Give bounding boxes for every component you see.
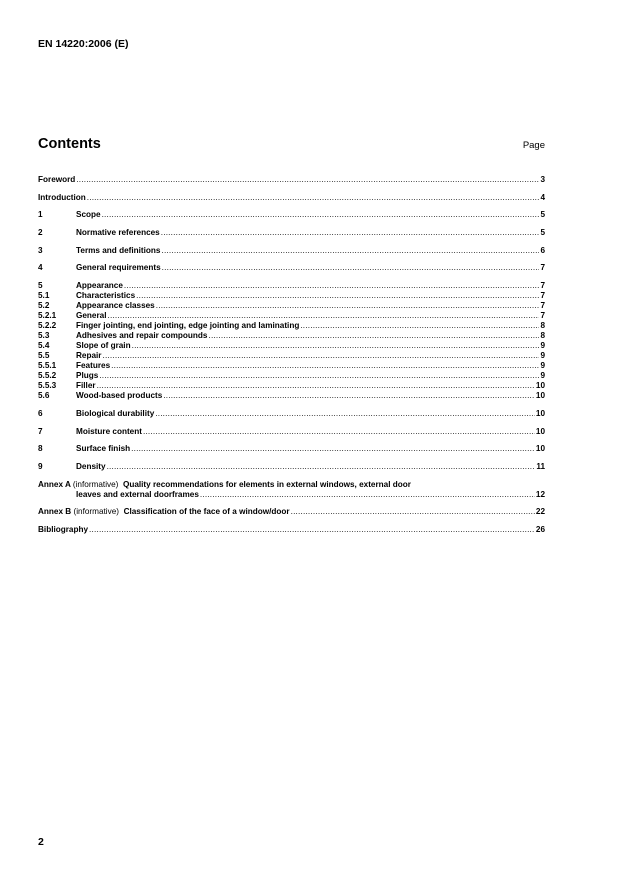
toc-entry-finger-jointing[interactable]: 5.2.2 Finger jointing, end jointing, edge jointing and laminating ..... 8	[38, 321, 545, 331]
toc-entry-filler[interactable]: 5.5.3 Filler ..... 10	[38, 381, 545, 391]
annex-a-title-line2: leaves and external doorframes	[76, 489, 199, 499]
table-of-contents	[38, 175, 545, 535]
annex-b-page: 22	[535, 507, 545, 517]
toc-entry-scope[interactable]: 1 Scope ..... 5	[38, 210, 545, 220]
annex-a-prefix: Annex A	[38, 479, 71, 489]
toc-entry-plugs[interactable]: 5.5.2 Plugs ..... 9	[38, 371, 545, 381]
toc-entry-surface-finish[interactable]: 8 Surface finish ..... 10	[38, 444, 545, 454]
toc-entry-density[interactable]: 9 Density ..... 11	[38, 462, 545, 472]
toc-entry-biological-durability[interactable]: 6 Biological durability ..... 10	[38, 409, 545, 419]
annex-a-qualifier: (informative)	[72, 479, 119, 489]
page-column-label: Page	[522, 140, 545, 151]
toc-entry-wood-based-products[interactable]: 5.6 Wood-based products ..... 10	[38, 391, 545, 401]
toc-entry-annex-b[interactable]	[38, 507, 545, 517]
annex-a-title-line1: Quality recommendations for elements in external windows, external door	[122, 479, 411, 489]
toc-entry-annex-a[interactable]	[38, 480, 545, 500]
toc-entry-characteristics[interactable]: 5.1 Characteristics ..... 7	[38, 291, 545, 301]
document-id: EN 14220:2006 (E)	[38, 38, 129, 50]
toc-entry-terms-and-definitions[interactable]: 3 Terms and definitions ..... 6	[38, 246, 545, 256]
page-number: 2	[38, 836, 44, 848]
toc-entry-general[interactable]: 5.2.1 General ..... 7	[38, 311, 545, 321]
annex-b-qualifier: (informative)	[73, 507, 119, 517]
page-title: Contents	[38, 136, 101, 152]
toc-entry-moisture-content[interactable]: 7 Moisture content ..... 10	[38, 427, 545, 437]
annex-b-prefix: Annex B	[38, 507, 72, 517]
toc-entry-slope-of-grain[interactable]: 5.4 Slope of grain ..... 9	[38, 341, 545, 351]
toc-entry-foreword[interactable]: Foreword ..... 3	[38, 175, 545, 185]
toc-entry-appearance-classes[interactable]: 5.2 Appearance classes ..... 7	[38, 301, 545, 311]
toc-entry-introduction[interactable]: Introduction ..... 4	[38, 193, 545, 203]
toc-entry-general-requirements[interactable]: 4 General requirements ..... 7	[38, 263, 545, 273]
toc-entry-bibliography[interactable]: Bibliography ..... 26	[38, 525, 545, 535]
annex-a-page: 12	[535, 489, 545, 499]
toc-entry-features[interactable]: 5.5.1 Features ..... 9	[38, 361, 545, 371]
toc-entry-appearance[interactable]: 5 Appearance ..... 7	[38, 281, 545, 291]
toc-entry-repair[interactable]: 5.5 Repair ..... 9	[38, 351, 545, 361]
annex-b-title: Classification of the face of a window/door	[123, 507, 290, 517]
toc-entry-adhesives[interactable]: 5.3 Adhesives and repair compounds ..... 8	[38, 331, 545, 341]
toc-entry-normative-references[interactable]: 2 Normative references ..... 5	[38, 228, 545, 238]
